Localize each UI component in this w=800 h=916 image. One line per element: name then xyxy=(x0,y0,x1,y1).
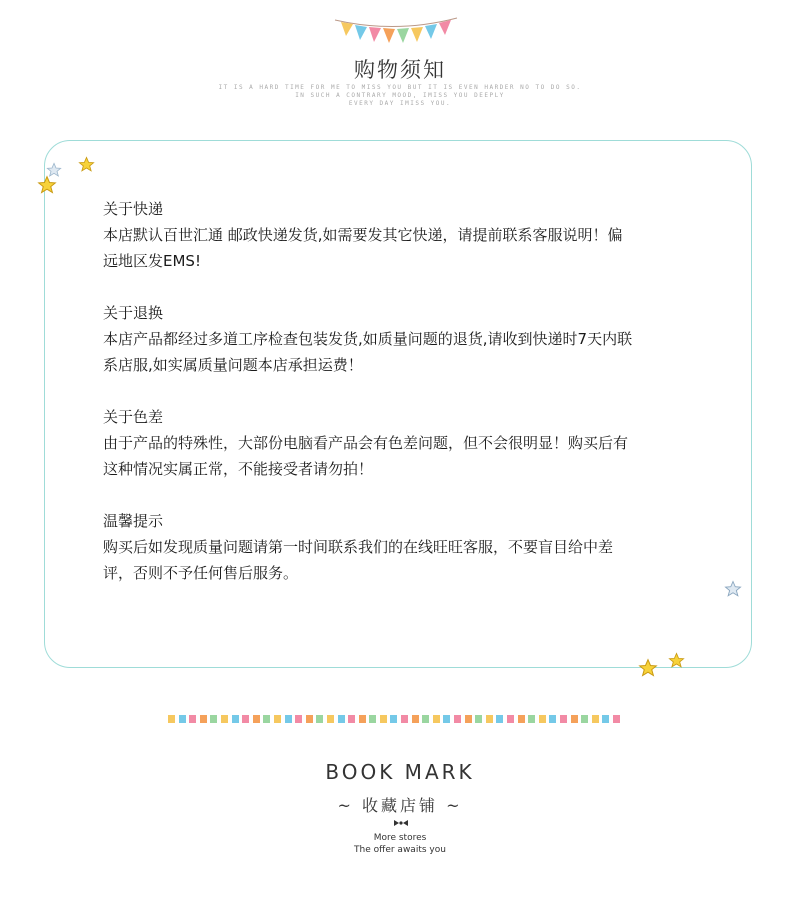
bookmark-title[interactable]: BOOK MARK xyxy=(325,760,475,784)
section-title: 关于退换 xyxy=(103,304,164,322)
notice-section-tips xyxy=(103,508,723,586)
flag-decoration xyxy=(443,715,450,723)
flag-decoration xyxy=(179,715,186,723)
section-text: 由于产品的特殊性，大部份电脑看产品会有色差问题，但不会很明显！购买后有 xyxy=(103,434,629,452)
flag-decoration xyxy=(242,715,249,723)
flag-decoration xyxy=(338,715,345,723)
section-text: 本店产品都经过多道工序检查包装发货,如质量问题的退货,请收到快递时7天内联 xyxy=(103,330,633,348)
flag-decoration xyxy=(507,715,514,723)
bow-icon xyxy=(393,818,409,828)
section-text: 购买后如发现质量问题请第一时间联系我们的在线旺旺客服，不要盲目给中差 xyxy=(103,538,614,556)
flag-strip xyxy=(168,715,620,725)
flag-decoration xyxy=(433,715,440,723)
page-title: 购物须知 xyxy=(354,58,446,82)
star-icon xyxy=(78,156,95,173)
flag-decoration xyxy=(475,715,482,723)
tagline-line: EVERY DAY IMISS YOU. xyxy=(348,100,452,107)
tagline-line: IN SUCH A CONTRARY MOOD, IMISS YOU DEEPLY xyxy=(295,92,505,99)
tagline-line: IT IS A HARD TIME FOR ME TO MISS YOU BUT IT IS EVEN HARDER NO TO DO SO. xyxy=(218,84,582,91)
flag-decoration xyxy=(285,715,292,723)
flag-decoration xyxy=(539,715,546,723)
flag-decoration xyxy=(390,715,397,723)
star-icon xyxy=(724,580,742,598)
flag-decoration xyxy=(232,715,239,723)
flag-decoration xyxy=(295,715,302,723)
flag-decoration xyxy=(412,715,419,723)
section-text: 这种情况实属正常，不能接受者请勿拍！ xyxy=(103,460,374,478)
flag-decoration xyxy=(560,715,567,723)
notice-section-shipping xyxy=(103,196,723,274)
flag-decoration xyxy=(359,715,366,723)
flag-decoration xyxy=(306,715,313,723)
bookmark-subtitle[interactable]: ~ 收藏店铺 ~ xyxy=(337,796,463,815)
flag-decoration xyxy=(200,715,207,723)
flag-decoration xyxy=(613,715,620,723)
flag-decoration xyxy=(581,715,588,723)
tagline-line: More stores xyxy=(373,833,427,843)
flag-decoration xyxy=(369,715,376,723)
section-text: 远地区发EMS! xyxy=(103,252,201,270)
notice-section-returns xyxy=(103,300,723,378)
flag-decoration xyxy=(496,715,503,723)
flag-decoration xyxy=(380,715,387,723)
flag-decoration xyxy=(168,715,175,723)
section-text: 系店服,如实属质量问题本店承担运费！ xyxy=(103,356,363,374)
section-title: 关于快递 xyxy=(103,200,164,218)
flag-decoration xyxy=(274,715,281,723)
flag-decoration xyxy=(486,715,493,723)
flag-decoration xyxy=(210,715,217,723)
star-icon xyxy=(37,175,57,195)
star-icon xyxy=(668,652,685,669)
flag-decoration xyxy=(422,715,429,723)
flag-decoration xyxy=(189,715,196,723)
notice-section-color xyxy=(103,404,723,482)
flag-decoration xyxy=(316,715,323,723)
flag-decoration xyxy=(528,715,535,723)
section-text: 本店默认百世汇通 邮政快递发货,如需要发其它快递，请提前联系客服说明！偏 xyxy=(103,226,623,244)
tagline-line: The offer awaits you xyxy=(354,845,446,855)
flag-decoration xyxy=(518,715,525,723)
section-title: 温馨提示 xyxy=(103,512,164,530)
flag-decoration xyxy=(549,715,556,723)
flag-decoration xyxy=(602,715,609,723)
bunting-decoration xyxy=(333,14,459,46)
flag-decoration xyxy=(454,715,461,723)
flag-decoration xyxy=(348,715,355,723)
section-text: 评，否则不予任何售后服务。 xyxy=(103,564,299,582)
flag-decoration xyxy=(253,715,260,723)
flag-decoration xyxy=(263,715,270,723)
flag-decoration xyxy=(592,715,599,723)
star-icon xyxy=(638,658,658,678)
flag-decoration xyxy=(401,715,408,723)
header-tagline xyxy=(190,84,610,108)
section-title: 关于色差 xyxy=(103,408,164,426)
notice-content xyxy=(103,196,723,612)
bookmark-tagline xyxy=(0,832,800,856)
flag-decoration xyxy=(327,715,334,723)
flag-decoration xyxy=(465,715,472,723)
flag-decoration xyxy=(571,715,578,723)
flag-decoration xyxy=(221,715,228,723)
